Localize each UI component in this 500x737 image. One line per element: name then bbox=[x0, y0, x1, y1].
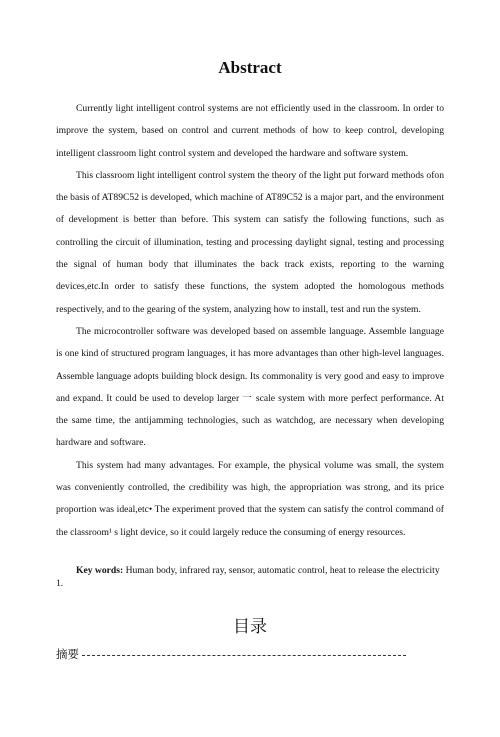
keywords bbox=[56, 564, 444, 590]
toc-title: 目录 bbox=[233, 617, 267, 637]
toc-leader-dashes bbox=[82, 655, 406, 656]
keywords-label: Key words: bbox=[76, 565, 124, 576]
abstract-paragraph-3: The microcontroller software was developed based on assemble language. Assemble language is one kind of structured program languages, it has more advantages than other high-level languages. Assemble language adopts building block design. Its commonality is very good and easy to improve and expand. It could be used to develop larger 一 scale system with more perfect performance. At the same time, the antijamming technologies, such as watchdog, are necessary when developing hardware and software. bbox=[56, 325, 444, 449]
abstract-paragraph-1: Currently light intelligent control systems are not efficiently used in the classroom. In order to improve the system, based on control and current methods of how to keep control, developing intelligent classroom light control system and developed the hardware and software system. bbox=[56, 103, 444, 159]
keywords-text: Human body, infrared ray, sensor, automatic control, heat to release the electricity 1. bbox=[56, 565, 440, 589]
abstract-paragraph-4: This system had many advantages. For example, the physical volume was small, the system was conveniently controlled, the credibility was high, the appropriation was strong, and its price proportion was ideal,etc• The experiment proved that the system can satisfy the control command of the classroom¹ s light device, so it could largely reduce the consuming of energy resources. bbox=[56, 459, 444, 538]
toc-entry-label: 摘要 bbox=[56, 647, 79, 661]
abstract-title: Abstract bbox=[218, 58, 282, 77]
toc-entry-abstract[interactable] bbox=[56, 646, 406, 662]
abstract-body bbox=[56, 98, 444, 544]
abstract-paragraph-2: This classroom light intelligent control system the theory of the light put forward methods ofon the basis of AT89C52 is developed, which machine of AT89C52 is a major part, and the environment of development is better than before. This system can satisfy the following functions, such as controlling the circuit of illumination, testing and processing daylight signal, testing and processing the signal of human body that illuminates the back track exists, reporting to the warning devices,etc.In order to satisfy these functions, the system adopted the homologous methods respectively, and to the gearing of the system, analyzing how to install, test and run the system. bbox=[56, 169, 444, 315]
